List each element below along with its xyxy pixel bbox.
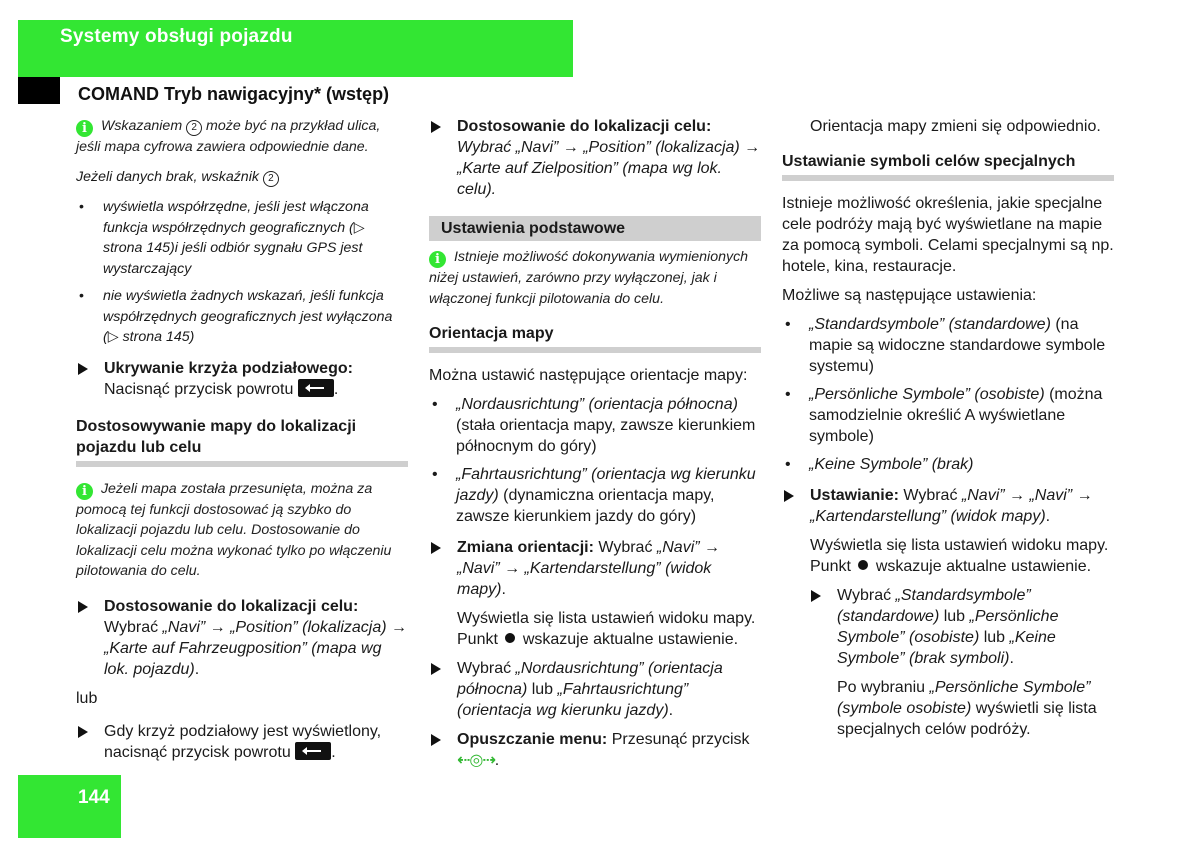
paragraph: Jeżeli danych brak, wskaźnik 2 [76, 167, 408, 188]
subsection-heading: Ustawianie symboli celów specjalnych [782, 151, 1114, 181]
bullet-list [76, 197, 408, 348]
bullet-list [429, 394, 761, 527]
info-note: i Istnieje możliwość dokonywania wymienionych niżej ustawień, zarówno przy wyłączonej, jak i włączonej funkcji pilotowania do celu. [429, 249, 749, 307]
list-item: • „Fahrtausrichtung” (orientacja wg kierunku jazdy) (dynamiczna orientacja mapy, zawsze kierunkiem jazdy do góry) [429, 464, 761, 527]
paragraph: Można ustawić następujące orientacje mapy: [429, 367, 748, 384]
info-icon: i [429, 251, 446, 268]
step-arrow-icon [431, 734, 441, 746]
instruction-step: Dostosowanie do lokalizacji celu: Wybrać „Navi” → „Position” (lokalizacja) → „Karte auf Fahrzeugposition” (mapa wg lok. pojazdu). [76, 596, 408, 680]
bullet-dot-icon [505, 633, 515, 643]
column-middle [429, 116, 761, 779]
step-arrow-icon [78, 726, 88, 738]
instruction-step: Gdy krzyż podziałowy jest wyświetlony, nacisnąć przycisk powrotu . [76, 721, 408, 763]
paragraph: lub [76, 689, 98, 707]
back-button-icon [298, 379, 334, 397]
list-item: • „Standardsymbole” (standardowe) (na mapie są widoczne standardowe symbole systemu) [782, 314, 1114, 377]
paragraph: Wyświetla się lista ustawień widoku mapy. Punkt wskazuje aktualne ustawienie. [810, 537, 1109, 575]
section-title: COMAND Tryb nawigacyjny* (wstęp) [78, 84, 390, 104]
list-item: • nie wyświetla żadnych wskazań, jeśli funkcja współrzędnych geograficznych jest wyłączona (▷ strona 145) [76, 286, 408, 348]
paragraph: Istnieje możliwość określenia, jakie specjalne cele podróży mają być wyświetlane na mapie za pomocą symboli. Celami specjalnymi są np. hotele, kina, restauracje. [782, 195, 1114, 275]
controller-slide-icon: ⇠◎⇢ [457, 752, 495, 769]
subsection-heading: Orientacja mapy [429, 323, 761, 353]
list-item: • wyświetla współrzędne, jeśli jest włączona funkcja współrzędnych geograficznych (▷ strona 145)i jeśli odbiór sygnału GPS jest wystarczający [76, 197, 408, 279]
chapter-title: Systemy obsługi pojazdu [60, 26, 293, 47]
info-note: i Wskazaniem 2 może być na przykład ulica, jeśli mapa cyfrowa zawiera odpowiednie dane. [76, 118, 381, 155]
bullet-list [782, 314, 1114, 475]
section-marker [18, 77, 60, 104]
indicator-2-icon: 2 [186, 120, 202, 136]
instruction-step: Wybrać „Standardsymbole” (standardowe) lub „Persönliche Symbole” (osobiste) lub „Keine Symbole” (brak symboli). [782, 585, 1114, 669]
instruction-step: Ustawianie: Wybrać „Navi” → „Navi” → „Kartendarstellung” (widok mapy). [782, 485, 1114, 527]
info-note: i Jeżeli mapa została przesunięta, można za pomocą tej funkcji dostosować ją szybko do lokalizacji pojazdu lub celu. Dostosowanie do lokalizacji celu można wykonać tylko po włączeniu pilotowania do celu. [76, 480, 392, 579]
info-icon: i [76, 483, 93, 500]
column-left [76, 116, 408, 771]
back-button-icon [295, 742, 331, 760]
instruction-step: Opuszczanie menu: Przesunąć przycisk ⇠◎⇢. [429, 729, 761, 771]
instruction-step: Zmiana orientacji: Wybrać „Navi” → „Navi” → „Kartendarstellung” (widok mapy). [429, 537, 761, 600]
info-icon: i [76, 120, 93, 137]
list-item: • „Persönliche Symbole” (osobiste) (można samodzielnie określić A wyświetlane symbole) [782, 384, 1114, 447]
step-arrow-icon [431, 542, 441, 554]
step-arrow-icon [784, 490, 794, 502]
list-item: • „Nordausrichtung” (orientacja północna) (stała orientacja mapy, zawsze kierunkiem północnym do góry) [429, 394, 761, 457]
paragraph: Możliwe są następujące ustawienia: [782, 287, 1037, 304]
instruction-step: Ukrywanie krzyża podziałowego: Nacisnąć przycisk powrotu . [76, 358, 408, 400]
step-arrow-icon [78, 363, 88, 375]
column-right [782, 116, 1114, 748]
paragraph: Po wybraniu „Persönliche Symbole” (symbole osobiste) wyświetli się lista specjalnych celów podróży. [837, 679, 1097, 738]
step-arrow-icon [811, 590, 821, 602]
section-box-heading: Ustawienia podstawowe [429, 216, 761, 241]
instruction-step: Dostosowanie do lokalizacji celu: Wybrać „Navi” → „Position” (lokalizacja) → „Karte auf Zielposition” (mapa wg lok. celu). [429, 116, 761, 200]
step-arrow-icon [431, 663, 441, 675]
step-arrow-icon [431, 121, 441, 133]
indicator-2-icon: 2 [263, 171, 279, 187]
paragraph: Wyświetla się lista ustawień widoku mapy. Punkt wskazuje aktualne ustawienie. [457, 610, 756, 648]
instruction-step: Wybrać „Nordausrichtung” (orientacja północna) lub „Fahrtausrichtung” (orientacja wg kierunku jazdy). [429, 658, 761, 721]
bullet-dot-icon [858, 560, 868, 570]
list-item: • „Keine Symbole” (brak) [782, 454, 1114, 475]
page-number: 144 [78, 787, 110, 808]
paragraph: Orientacja mapy zmieni się odpowiednio. [810, 118, 1101, 135]
subsection-heading: Dostosowywanie mapy do lokalizacji pojazdu lub celu [76, 416, 408, 467]
step-arrow-icon [78, 601, 88, 613]
